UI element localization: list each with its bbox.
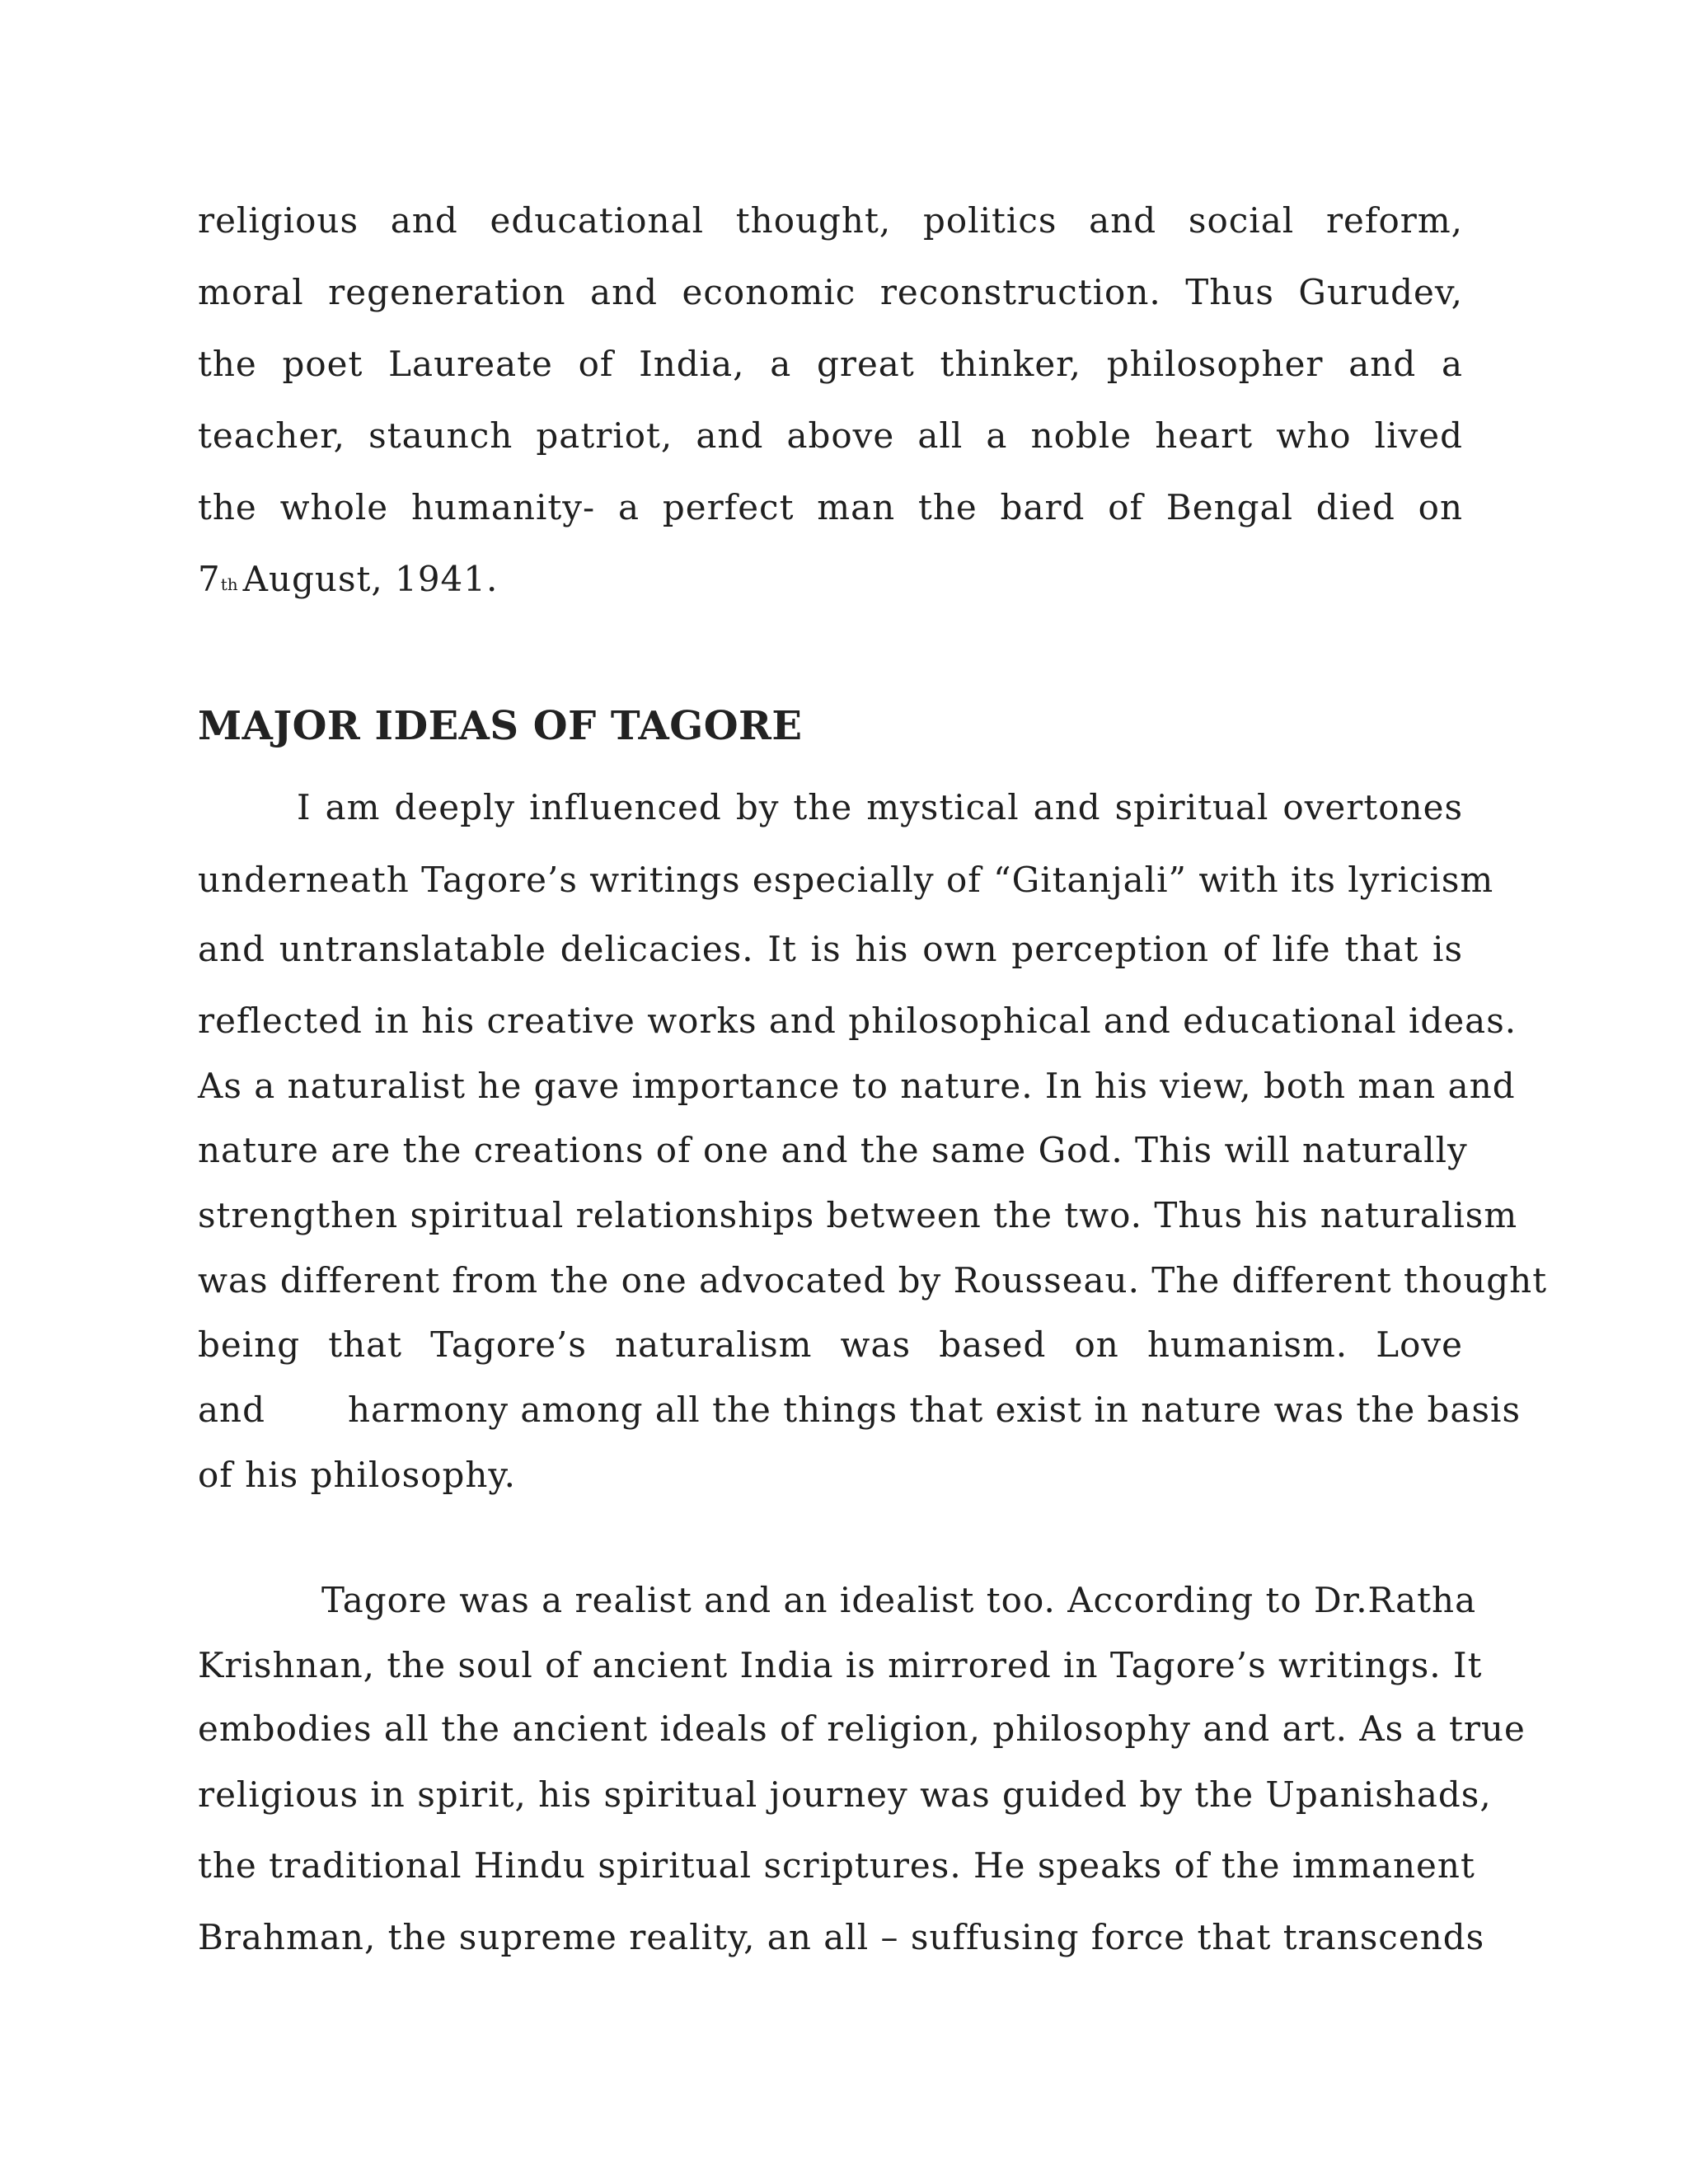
- realist-line-4: religious in spirit, his spiritual journey was guided by the Upanishads,: [198, 1774, 1492, 1815]
- ideas-line-8: was different from the one advocated by Rousseau. The different thought: [198, 1260, 1548, 1301]
- realist-line-3: embodies all the ancient ideals of religion, philosophy and art. As a true: [198, 1708, 1526, 1749]
- realist-line-1: Tagore was a realist and an idealist too. According to Dr.Ratha: [321, 1580, 1477, 1620]
- date-rest: August, 1941.: [242, 559, 499, 599]
- intro-line-2: moral regeneration and economic reconstruction. Thus Gurudev,: [198, 272, 1463, 312]
- ideas-line-11: of his philosophy.: [198, 1455, 516, 1495]
- ideas-line-10-rest: harmony among all the things that exist in nature was the basis: [347, 1390, 1522, 1430]
- section-heading: MAJOR IDEAS OF TAGORE: [198, 703, 803, 749]
- intro-line-4: teacher, staunch patriot, and above all a noble heart who lived: [198, 415, 1463, 456]
- ideas-line-3: and untranslatable delicacies. It is his own perception of life that is: [198, 929, 1463, 969]
- ideas-line-7: strengthen spiritual relationships between the two. Thus his naturalism: [198, 1195, 1518, 1235]
- ideas-line-9: being that Tagore’s naturalism was based on humanism. Love: [198, 1324, 1463, 1365]
- realist-line-2: Krishnan, the soul of ancient India is mirrored in Tagore’s writings. It: [198, 1645, 1483, 1685]
- date-day: 7: [198, 559, 221, 599]
- ideas-line-1: I am deeply influenced by the mystical and spiritual overtones: [297, 787, 1463, 827]
- intro-line-3: the poet Laureate of India, a great thinker, philosopher and a: [198, 344, 1463, 384]
- ideas-line-4: reflected in his creative works and philosophical and educational ideas.: [198, 1001, 1517, 1041]
- date-suffix: th: [220, 574, 238, 594]
- intro-line-5: the whole humanity- a perfect man the bard of Bengal died on: [198, 487, 1463, 527]
- ideas-line-5: As a naturalist he gave importance to nature. In his view, both man and: [198, 1066, 1516, 1106]
- realist-line-6: Brahman, the supreme reality, an all – suffusing force that transcends: [198, 1917, 1485, 1957]
- intro-date-line: [198, 555, 1463, 604]
- ideas-line-10: [198, 1385, 1522, 1435]
- ideas-line-2: underneath Tagore’s writings especially of “Gitanjali” with its lyricism: [198, 860, 1494, 900]
- ideas-line-6: nature are the creations of one and the same God. This will naturally: [198, 1130, 1468, 1170]
- realist-line-5: the traditional Hindu spiritual scriptures. He speaks of the immanent: [198, 1845, 1475, 1886]
- ideas-line-10-start: and: [198, 1390, 265, 1430]
- intro-line-1: religious and educational thought, politics and social reform,: [198, 200, 1463, 241]
